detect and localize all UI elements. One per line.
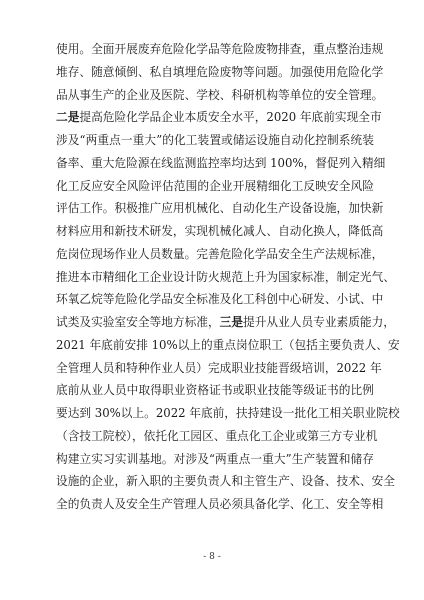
line-text: 环氧乙烷等危险化学品安全标准及化工科创中心研发、小试、中 — [56, 292, 384, 307]
line-text: 设施的企业，新入职的主要负责人和主管生产、设备、技术、安全 — [56, 474, 395, 489]
text-line — [56, 243, 384, 266]
text-line — [56, 493, 384, 516]
text-line — [56, 334, 400, 357]
bold-lead: 二是 — [56, 110, 80, 125]
line-text: 要达到 30%以上。2022 年底前，扶持建设一批化工相关职业院校 — [56, 406, 400, 420]
text-line — [56, 402, 400, 425]
line-text: 品从事生产的企业及医院、学校、科研机构等单位的安全管理。 — [56, 87, 384, 102]
line-text: （含技工院校），依托化工园区、重点化工企业或第三方专业机 — [56, 428, 378, 443]
line-text: 试类及实验室安全等地方标准， — [56, 315, 220, 329]
body-text — [56, 38, 400, 516]
text-line — [56, 175, 374, 198]
line-text: 底前从业人员中取得职业资格证书或职业技能等级证书的比例 — [56, 383, 374, 398]
text-line — [56, 448, 374, 471]
bold-lead: 三是 — [219, 315, 244, 329]
text-line — [56, 220, 384, 243]
text-line — [56, 38, 384, 61]
page-number: - 8 - — [203, 552, 221, 562]
text-line — [56, 84, 384, 107]
text-line — [56, 197, 384, 220]
line-text: 提高危险化学品企业本质安全水平，2020 年底前实现全市 — [79, 110, 382, 125]
text-line — [56, 425, 378, 448]
line-text: 全的负责人及安全生产管理人员必须具备化学、化工、安全等相 — [56, 497, 384, 511]
line-text: 危岗位现场作业人员数量。完善危险化学品安全生产法规标准， — [56, 246, 384, 261]
text-line — [56, 357, 382, 380]
text-line — [56, 266, 395, 289]
line-text: 推进本市精细化工企业设计防火规范上升为国家标准，制定光气、 — [56, 269, 395, 284]
line-text: 材料应用和新技术研发，实现机械化减人、自动化换人，降低高 — [56, 224, 384, 238]
text-line — [56, 152, 386, 175]
line-text: 备率、重大危险源在线监测监控率均达到 100%，督促列入精细 — [56, 155, 386, 170]
text-line — [56, 129, 374, 152]
line-text: 使用。全面开展废弃危险化学品等危险废物排查，重点整治违规 — [56, 42, 384, 56]
line-text: 化工反应安全风险评估范围的企业开展精细化工反映安全风险 — [56, 178, 374, 193]
line-text: 构建立实习实训基地。对涉及“两重点一重大”生产装置和储存 — [56, 451, 374, 466]
line-text: 全管理人员和特种作业人员）完成职业技能晋级培训，2022 年 — [56, 360, 382, 375]
text-line — [56, 61, 384, 84]
text-line — [56, 379, 374, 402]
line-text: 堆存、随意倾倒、私自填埋危险废物等问题。加强使用危险化学 — [56, 64, 384, 79]
text-line — [56, 288, 384, 311]
line-text: 评估工作。积极推广应用机械化、自动化生产设备设施，加快新 — [56, 201, 384, 216]
text-line — [56, 470, 395, 493]
line-text: 提升从业人员专业素质能力， — [243, 315, 395, 329]
line-text: 涉及“两重点一重大”的化工装置或储运设施自动化控制系统装 — [56, 133, 374, 147]
text-line — [56, 311, 395, 334]
line-text: 2021 年底前安排 10%以上的重点岗位职工（包括主要负责人、安 — [56, 337, 400, 352]
text-line — [56, 106, 382, 129]
